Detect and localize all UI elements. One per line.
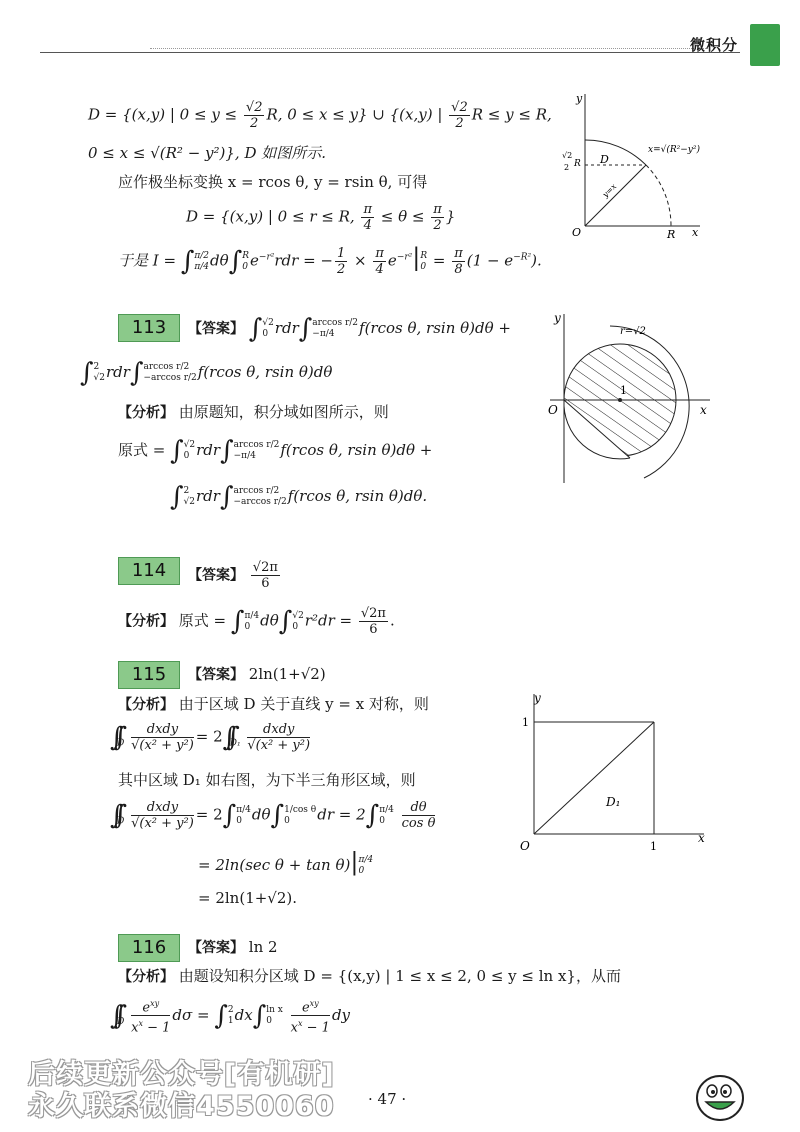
integral-sign: ∫ [365, 800, 380, 831]
p113-analysis [118, 402, 389, 423]
lim-lo: 0 [183, 451, 190, 461]
p112-line1 [88, 100, 552, 131]
lim-hi: √2 [183, 440, 196, 450]
p115-answer [188, 664, 326, 685]
p115-frac4 [402, 800, 436, 831]
lim-hi: arccos r/2 [312, 318, 359, 328]
p112-exp1: −r² [258, 252, 275, 263]
integral-sign: ∫ [270, 800, 285, 831]
answer-tag: 【答案】 [188, 567, 244, 584]
p113-orig-line2 [170, 482, 428, 512]
double-integral-sign: ∫∫ [110, 1000, 118, 1031]
p115-eq2b: = 2 [195, 805, 223, 824]
p115-eq2: = 2 [195, 727, 223, 746]
frac-den: √(x² + y²) [131, 816, 194, 831]
center-dot [618, 398, 622, 402]
frac-num: 1 [336, 246, 346, 261]
p115-dr: dr = 2 [317, 805, 366, 824]
p114-result-frac [359, 606, 388, 637]
integral-sign: ∫ [170, 482, 184, 512]
lim-hi: ln x [266, 1004, 283, 1015]
lim [228, 1005, 234, 1027]
frac-num [131, 996, 170, 1016]
p112-l5i: ). [531, 251, 542, 270]
integral-sign: ∫ [220, 436, 234, 466]
p112-l5e: × [349, 251, 372, 270]
label-x-one: 1 [650, 840, 657, 853]
lim [292, 611, 303, 633]
lim [284, 805, 316, 827]
label-origin: O [548, 403, 558, 417]
double-integral-sign: ∫∫ [222, 722, 230, 753]
answer-tag: 【答案】 [188, 940, 244, 956]
p112-frac4-den: 2 [433, 218, 442, 233]
p112-l5h: (1 − e [466, 251, 514, 270]
analysis-tag: 【分析】 [118, 969, 174, 985]
integral-sign: ∫ [248, 314, 263, 344]
p112-lim1 [194, 251, 209, 273]
p112-line2: 0 ≤ x ≤ √(R² − y²)}, D 如图所示. [88, 144, 327, 162]
header-dotted-rule [150, 48, 710, 49]
p116-a1: 由题设知积分区域 D = {(x,y) | 1 ≤ x ≤ 2, 0 ≤ y ≤ ln x}，从而 [178, 967, 621, 985]
p113-answer [188, 314, 512, 344]
label-one: 1 [620, 384, 627, 397]
e: e [301, 1000, 310, 1016]
p114-analysis [118, 606, 395, 637]
lim [144, 362, 197, 384]
lim-hi: π/4 [244, 610, 260, 621]
lim-lo: 0 [262, 329, 269, 339]
analysis-tag: 【分析】 [118, 613, 174, 630]
lim-hi: R [420, 250, 428, 261]
p112-l4a: D = {(x,y) | 0 ≤ r ≤ R, [186, 207, 360, 226]
lim [262, 318, 273, 340]
label-D: D [600, 153, 609, 166]
watermark-line1: 后续更新公众号[有机研] [28, 1059, 335, 1090]
p112-lim2 [242, 251, 249, 273]
header-rule [40, 52, 740, 53]
integral-sign: ∫ [129, 358, 144, 388]
frac-den: √(x² + y²) [247, 738, 311, 753]
lim [312, 318, 358, 340]
p115-frac3 [131, 800, 194, 831]
den-x: x [131, 1020, 139, 1036]
answer-tag: 【答案】 [188, 321, 244, 337]
p112-l5g: = [428, 251, 451, 270]
p113-orig-line1 [118, 436, 433, 466]
figure-115 [520, 688, 710, 856]
p116-dy: dy [331, 1005, 351, 1024]
label-ytick-R: R [574, 159, 581, 169]
lim [236, 805, 251, 827]
eval-bar: | [412, 243, 421, 272]
p114-body2: r²dr = [304, 611, 353, 630]
label-y: y [554, 311, 561, 325]
lim-hi: arccos r/2 [143, 362, 190, 372]
lim-lo: 0 [266, 1015, 272, 1026]
problem-116-badge: 116 [118, 934, 180, 962]
figure-112 [560, 88, 710, 238]
lim-hi: arccos r/2 [233, 486, 280, 496]
lim [266, 1005, 283, 1027]
label-D1: D₁ [606, 795, 621, 809]
label-x: x [692, 226, 699, 238]
p115-a1: 由于区域 D 关于直线 y = x 对称，则 [178, 695, 429, 713]
problem-113-badge: 113 [118, 314, 180, 342]
p116-frac2 [291, 996, 330, 1036]
eval-bar: | [350, 848, 359, 876]
p116-line2 [110, 996, 350, 1040]
p112-lim3 [420, 251, 427, 273]
p115-frac2 [247, 722, 310, 753]
lim-lo: √2 [183, 497, 196, 507]
p112-frac4 [431, 202, 444, 233]
exp: xy [309, 999, 319, 1008]
frac-den: 8 [454, 262, 463, 277]
frac-den: 2 [336, 262, 346, 277]
lim-hi: √2 [262, 318, 274, 328]
integral-sign: ∫ [228, 246, 243, 277]
p112-frac1-den: 2 [250, 116, 259, 131]
frac-num: dxdy [131, 800, 194, 816]
integral-sign: ∫ [298, 314, 313, 344]
frac-num: dθ [402, 800, 436, 816]
lim-hi: 2 [183, 486, 190, 496]
lim-hi: π/4 [236, 804, 251, 815]
label-x: x [698, 831, 705, 845]
lim-hi: π/4 [379, 804, 394, 815]
p114-body1: dθ [260, 611, 279, 630]
p112-frac7 [452, 246, 465, 277]
p114-answer [188, 560, 282, 591]
label-y-one: 1 [522, 716, 529, 729]
lim-hi: √2 [292, 610, 304, 621]
integral-sign: ∫ [252, 1000, 267, 1031]
lim-lo: −arccos r/2 [143, 373, 197, 383]
lim-lo: 0 [379, 815, 385, 826]
arc-solid [585, 140, 646, 165]
label-ytick-num: √2 [562, 151, 573, 160]
p116-dx: dx [234, 1005, 253, 1024]
p113-l2: rdr [196, 487, 220, 505]
label-r: r=√2 [620, 326, 646, 337]
integral-sign: ∫ [278, 606, 293, 637]
p116-dsigma: dσ = [172, 1005, 210, 1024]
integral-sign: ∫ [80, 358, 94, 388]
p112-frac6 [373, 246, 386, 277]
label-ytick-den: 2 [564, 163, 570, 172]
p112-frac4-num: π [433, 202, 442, 217]
p112-l4c: } [445, 207, 456, 226]
label-line: y=x [600, 181, 619, 200]
p116-frac1 [131, 996, 170, 1036]
p113-l1: rdr [196, 441, 221, 459]
frac-num: dxdy [131, 722, 194, 738]
p112-frac2 [449, 100, 470, 131]
lim-lo: 0 [236, 815, 242, 826]
p112-l1c: R ≤ y ≤ R, [471, 105, 552, 124]
integral-sign: ∫ [230, 606, 245, 637]
frac-den: 6 [261, 576, 270, 591]
smiley-mascot-icon [694, 1072, 746, 1122]
integral-sign: ∫ [219, 482, 234, 512]
lim-lo: −π/4 [312, 329, 335, 339]
answer-tag: 【答案】 [188, 667, 244, 683]
domain-D: D [117, 816, 125, 827]
p112-l5d: rdr = − [274, 251, 333, 270]
lim [358, 855, 373, 877]
frac-num: dxdy [247, 722, 310, 738]
p113-l1b: f(rcos θ, rsin θ)dθ + [280, 441, 433, 459]
p113-analysis-text: 由原题知，积分域如图所示，则 [178, 403, 389, 421]
p115-line5 [198, 848, 374, 877]
lim [244, 611, 259, 633]
p112-frac3 [361, 202, 374, 233]
domain-D: D [117, 1016, 125, 1027]
lim-lo: 1 [227, 1015, 234, 1026]
domain-D: D [117, 738, 125, 749]
lim-lo: 0 [420, 261, 427, 272]
frac-den [131, 1016, 170, 1035]
p113-answer-line2 [80, 358, 333, 388]
problem-115-badge: 115 [118, 661, 180, 689]
label-y: y [534, 691, 541, 705]
frac-num [291, 996, 330, 1016]
figure-113 [540, 308, 720, 488]
p113-ans2: rdr [106, 363, 130, 381]
frac-num: √2π [252, 560, 278, 575]
p112-l1b: R, 0 ≤ x ≤ y} ∪ {(x,y) | [266, 105, 448, 124]
p115-answer-value: 2ln(1+√2) [248, 665, 326, 683]
lim [234, 486, 287, 508]
watermark-line2: 永久联系微信4550060 [28, 1091, 335, 1122]
p115-frac1 [131, 722, 194, 753]
integral-sign: ∫ [222, 800, 237, 831]
p113-ans1b: f(rcos θ, rsin θ)dθ + [359, 319, 512, 337]
p112-frac3-num: π [363, 202, 372, 217]
frac-den [291, 1016, 330, 1035]
lim [379, 805, 394, 827]
lim-lo: −π/4 [233, 451, 256, 461]
p116-answer-value: ln 2 [248, 938, 278, 956]
orig-label: 原式 = [118, 441, 166, 459]
p116-answer [188, 937, 278, 958]
label-R: R [667, 228, 676, 238]
p115-line4 [110, 800, 437, 844]
lim-hi: 2 [93, 362, 100, 372]
integral-sign: ∫ [180, 246, 195, 277]
frac-den: cos θ [401, 816, 436, 831]
p115-line6: = 2ln(1+√2). [198, 889, 298, 907]
p112-l5f: e [387, 251, 397, 270]
lim [94, 362, 105, 384]
diagonal [534, 722, 654, 834]
frac-num: √2π [360, 606, 386, 621]
p112-exp2: −r² [396, 252, 413, 263]
lim-hi: 1/cos θ [284, 804, 317, 815]
p114-answer-frac [251, 560, 280, 591]
label-curve: x=√(R²−y²) [648, 145, 700, 155]
orig-label: 原式 = [178, 611, 227, 630]
p112-line5 [118, 243, 542, 277]
lim-hi: π/4 [358, 855, 374, 865]
p112-line3: 应作极坐标变换 x = rcos θ, y = rsin θ, 可得 [118, 173, 428, 191]
exp: xy [150, 999, 160, 1008]
den-x: x [290, 1020, 298, 1036]
frac-den: 4 [375, 262, 384, 277]
problem-114-badge: 114 [118, 557, 180, 585]
p113-ans2b: f(rcos θ, rsin θ)dθ [197, 363, 333, 381]
den-minus: − 1 [142, 1020, 171, 1036]
lim-lo: 0 [284, 815, 290, 826]
p113-l2b: f(rcos θ, rsin θ)dθ. [287, 487, 428, 505]
p112-line4 [186, 202, 455, 233]
domain-D1: D₁ [229, 738, 241, 749]
p116-analysis [118, 966, 621, 987]
arc-dashed [646, 165, 671, 226]
lim-lo: π/4 [194, 261, 210, 272]
p112-l5a: 于是 I = [118, 251, 181, 270]
lim-lo: 0 [358, 866, 365, 876]
p112-l5c: e [250, 251, 259, 270]
line-y-eq-x [585, 165, 646, 226]
integral-sign: ∫ [170, 436, 184, 466]
integral-sign: ∫ [214, 1000, 228, 1031]
lim-lo: −arccos r/2 [233, 497, 287, 507]
p115-a3: 其中区域 D₁ 如右图，为下半三角形区域，则 [118, 771, 416, 789]
p112-frac1-num: √2 [245, 100, 263, 115]
frac-den: √(x² + y²) [131, 738, 194, 753]
p114-dot: . [389, 611, 395, 630]
frac-den: 6 [369, 622, 378, 637]
p112-frac2-num: √2 [451, 100, 468, 115]
lim-hi: π/2 [194, 250, 210, 261]
frac-num: π [375, 246, 384, 261]
lim-lo: 0 [242, 261, 248, 272]
p112-frac3-den: 4 [363, 218, 372, 233]
p112-frac5 [335, 246, 347, 277]
lim-hi: arccos r/2 [233, 440, 280, 450]
lim [184, 486, 195, 508]
lim [234, 440, 280, 462]
lim-lo: 0 [292, 621, 299, 632]
page-number: · 47 · [368, 1090, 407, 1108]
lim-hi: 2 [227, 1004, 234, 1015]
p112-exp3: −R² [513, 252, 532, 263]
lim [184, 440, 195, 462]
p113-ans1: rdr [274, 319, 299, 337]
label-origin: O [572, 226, 582, 238]
p115-dtheta: dθ [251, 805, 271, 824]
analysis-tag: 【分析】 [118, 405, 174, 421]
chapter-tab-marker [750, 24, 780, 66]
analysis-tag: 【分析】 [118, 697, 174, 713]
label-y: y [576, 92, 583, 105]
den-exp: x [138, 1019, 143, 1029]
lim-hi: R [242, 250, 250, 261]
p115-l5: = 2ln(sec θ + tan θ) [198, 856, 351, 874]
den-exp: x [298, 1019, 303, 1029]
den-minus: − 1 [302, 1020, 330, 1036]
lim-lo: 0 [244, 621, 251, 632]
p115-line2 [110, 722, 312, 766]
p115-analysis [118, 694, 429, 715]
lim-lo: √2 [93, 373, 106, 383]
label-origin: O [520, 839, 530, 853]
frac-num: π [454, 246, 463, 261]
label-x: x [700, 403, 707, 417]
chapter-title: 微积分 [690, 36, 739, 54]
p112-l5b: dθ [210, 251, 229, 270]
e: e [142, 1000, 151, 1016]
double-integral-sign: ∫∫ [110, 722, 118, 753]
p112-frac2-den: 2 [455, 116, 464, 131]
p112-l4b: ≤ θ ≤ [375, 207, 430, 226]
p112-frac1 [244, 100, 265, 131]
double-integral-sign: ∫∫ [110, 800, 118, 831]
p112-l1a: D = {(x,y) | 0 ≤ y ≤ [88, 105, 242, 124]
